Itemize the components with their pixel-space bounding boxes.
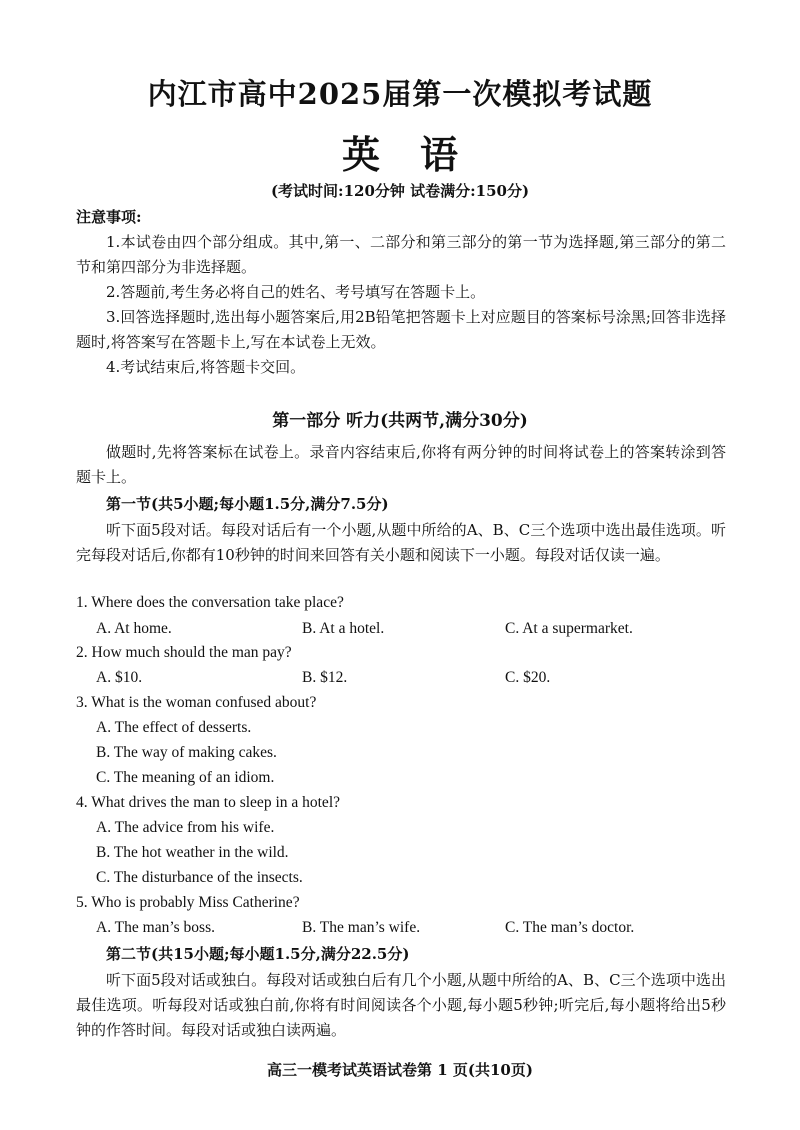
notice-item-1: 1.本试卷由四个部分组成。其中,第一、二部分和第三部分的第一节为选择题,第三部分的第二节和第四部分为非选择题。	[76, 233, 726, 276]
question-4-option-a: A. The advice from his wife.	[96, 819, 275, 836]
notice-item-3: 3.回答选择题时,选出每小题答案后,用2B铅笔把答题卡上对应题目的答案标号涂黑;回答非选择题时,将答案写在答题卡上,写在本试卷上无效。	[76, 308, 726, 351]
part1-title: 第一部分 听力(共两节,满分30分)	[272, 411, 528, 431]
section2-instruction: 听下面5段对话或独白。每段对话或独白后有几个小题,从题中所给的A、B、C三个选项中选出最佳选项。听每段对话或独白前,你将有时间阅读各个小题,每小题5秒钟;听完后,每小题将给出5秒钟的作答时间。每段对话或独白读两遍。	[76, 971, 726, 1039]
question-5-stem: 5. Who is probably Miss Catherine?	[76, 894, 300, 911]
section1-instruction: 听下面5段对话。每段对话后有一个小题,从题中所给的A、B、C三个选项中选出最佳选项。听完每段对话后,你都有10秒钟的时间来回答有关小题和阅读下一小题。每段对话仅读一遍。	[76, 521, 726, 564]
question-5-option-b: B. The man’s wife.	[302, 919, 421, 936]
question-4-option-c: C. The disturbance of the insects.	[96, 869, 303, 886]
subject-title: 英语	[341, 132, 498, 177]
question-1-option-b: B. At a hotel.	[302, 620, 385, 637]
question-1-option-a: A. At home.	[96, 620, 172, 637]
question-2-option-c: C. $20.	[505, 669, 551, 686]
question-2-stem: 2. How much should the man pay?	[76, 644, 292, 661]
question-1-option-c: C. At a supermarket.	[505, 620, 633, 637]
question-3-option-c: C. The meaning of an idiom.	[96, 769, 275, 786]
notice-heading: 注意事项:	[76, 208, 142, 226]
section1-heading: 第一节(共5小题;每小题1.5分,满分7.5分)	[106, 495, 389, 513]
question-1-stem: 1. Where does the conversation take place?	[76, 594, 344, 611]
exam-meta: (考试时间:120分钟 试卷满分:150分)	[270, 182, 530, 200]
question-3-option-b: B. The way of making cakes.	[96, 744, 277, 761]
question-5-option-a: A. The man’s boss.	[96, 919, 215, 936]
page-footer: 高三一模考试英语试卷第 1 页(共10页)	[267, 1061, 533, 1079]
question-3-stem: 3. What is the woman confused about?	[76, 694, 317, 711]
part1-instruction: 做题时,先将答案标在试卷上。录音内容结束后,你将有两分钟的时间将试卷上的答案转涂到答题卡上。	[76, 443, 726, 486]
question-2-option-b: B. $12.	[302, 669, 348, 686]
section2-heading: 第二节(共15小题;每小题1.5分,满分22.5分)	[106, 945, 410, 963]
question-5-option-c: C. The man’s doctor.	[505, 919, 635, 936]
question-4-stem: 4. What drives the man to sleep in a hotel?	[76, 794, 340, 811]
notice-item-4: 4.考试结束后,将答题卡交回。	[106, 358, 306, 376]
notice-item-2: 2.答题前,考生务必将自己的姓名、考号填写在答题卡上。	[106, 283, 486, 301]
question-3-option-a: A. The effect of desserts.	[96, 719, 252, 736]
question-2-option-a: A. $10.	[96, 669, 143, 686]
exam-title: 内江市高中2025届第一次模拟考试题	[147, 77, 653, 111]
question-4-option-b: B. The hot weather in the wild.	[96, 844, 289, 861]
